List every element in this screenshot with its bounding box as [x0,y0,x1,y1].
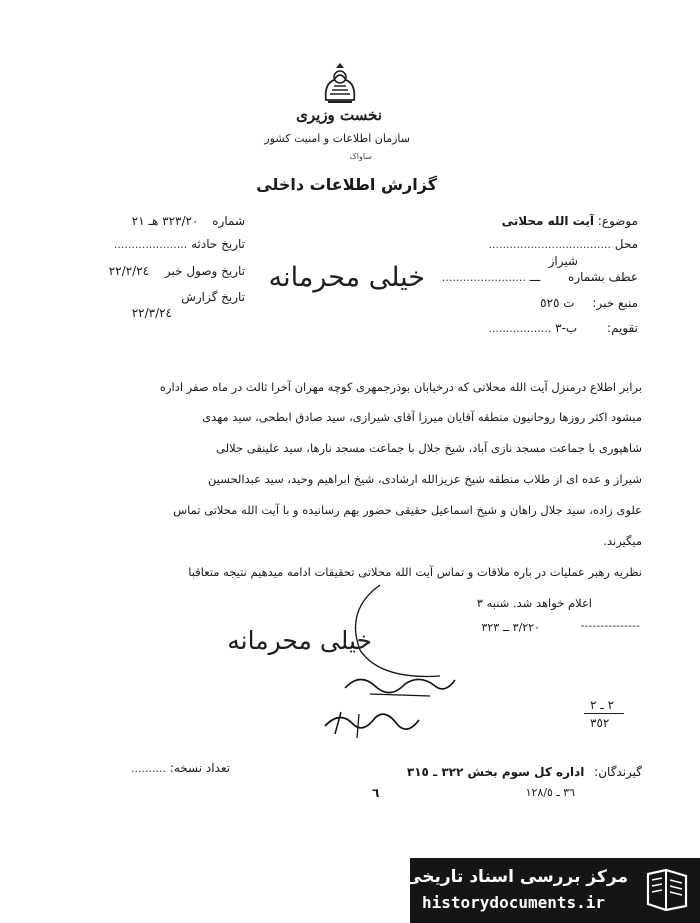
incident-date-label: تاریخ حادثه [191,237,245,251]
body-line-2: میشود اکثر روزها روحانیون منطقه آقایان میرزا آقای شیرازی، سید صادق ابطحی، سید مهدی [202,410,642,424]
eval-value: ب-٣ [555,321,578,335]
received-date-field [109,264,245,278]
recipients-label: گیرندگان [598,765,642,779]
watermark-org-name: مرکز بررسی اسناد تاریخی [405,867,628,887]
number-label: شماره [212,214,245,228]
emblem-icon [316,62,364,106]
ref-label: عطف بشماره [568,270,638,284]
routing-number: ٣/٢٢٠ ــ ٣٢٣ [481,621,540,634]
recipients-field: گیرندگان: اداره کل سوم بخش ٣٢٢ ـ ٣١٥ [406,765,642,779]
signature-1-icon [340,668,460,700]
subject-label: موضوع [601,214,638,228]
dept-line-2: سازمان اطلاعات و امنیت کشور [264,132,410,145]
number-value: ٣٢٣/٢٠ هـ ٢١ [131,214,199,228]
routing-dots: --------------- [580,619,640,632]
source-value: ت ٥٢٥ [540,296,575,310]
action-note-continued: اعلام خواهد شد. شنبه ۳ [476,596,592,610]
number-field [132,214,245,228]
copies-field: تعداد نسخه: .......... [131,761,230,775]
dept-line-1: نخست وزیری [296,106,382,124]
body-line-5: علوی زاده، سید جلال راهان و شیخ اسماعیل حقیقی حضور بهم رسانیده و با آیت الله محلاتی تماس [173,503,642,517]
ref-field: عطف بشماره ـــ ........................ [441,270,638,284]
body-line-1: برابر اطلاع درمنزل آیت الله محلاتی که درخیابان بوذرجمهری کوچه مهران آخرا ثالث در ماه صفر اداره [159,380,642,394]
report-date-field [181,290,245,304]
eval-field: تقویم: ب-٣ .................. [488,321,638,335]
classification-stamp: خیلی محرمانه [268,262,425,293]
watermark-band [405,858,700,923]
action-note: نظریه رهبر عملیات در باره ملاقات و تماس آیت الله محلاتی تحقیقات ادامه میدهیم نتیجه متعاقبا [188,565,642,579]
file-reference: ٣٦ ـ ١٢٨/٥ [525,786,575,799]
recipients-value: اداره کل سوم بخش ٣٢٢ ـ ٣١٥ [406,765,585,779]
place-label: محل [614,237,638,251]
body-line-6: میگیرند. [603,534,642,548]
watermark-site: historydocuments.ir [422,893,606,912]
margin-code-rule [584,713,624,714]
book-logo-icon [642,866,692,914]
body-line-3: شاهپوری با جماعت مسجد نازی آباد، شیخ جلال با جماعت مسجد نارها، سید علینقی جلالی [216,441,642,455]
dept-line-3: ساواک [349,152,372,161]
report-type-title: گزارش اطلاعات داخلی [256,175,437,194]
source-label: منبع خبر [596,296,638,310]
signature-2-icon [315,704,445,740]
place-field: محل ................................... [488,237,638,251]
classification-stamp-repeat: خیلی محرمانه [227,626,372,655]
received-date-label: تاریخ وصول خبر [164,264,245,278]
ref-value: ـــ [529,270,541,284]
source-field: منبع خبر: ت ٥٢٥ [540,296,638,310]
report-date-label: تاریخ گزارش [181,290,245,304]
eval-label: تقویم [611,321,638,335]
subject-field: موضوع: آیت الله محلاتی [501,214,638,228]
copies-label: تعداد نسخه [173,761,230,775]
margin-code-bottom: ٣٥٢ [590,716,610,730]
body-line-4: شیراز و عده ای از طلاب منطقه شیخ عزیزالله ارشادی، شیخ ابراهیم وحید، سید عبدالحسین [207,472,642,486]
incident-date-field: تاریخ حادثه ..................... [113,237,245,251]
margin-code-top: ٢ ـ ٢ [590,698,615,712]
subject-value: آیت الله محلاتی [501,214,594,228]
received-date-value: ٢٢/٢/٢٤ [108,264,150,278]
report-date-value: ٢٢/٣/٢٤ [131,306,172,320]
page-number: ٦ [372,786,380,800]
place-value: شیراز [548,254,578,268]
